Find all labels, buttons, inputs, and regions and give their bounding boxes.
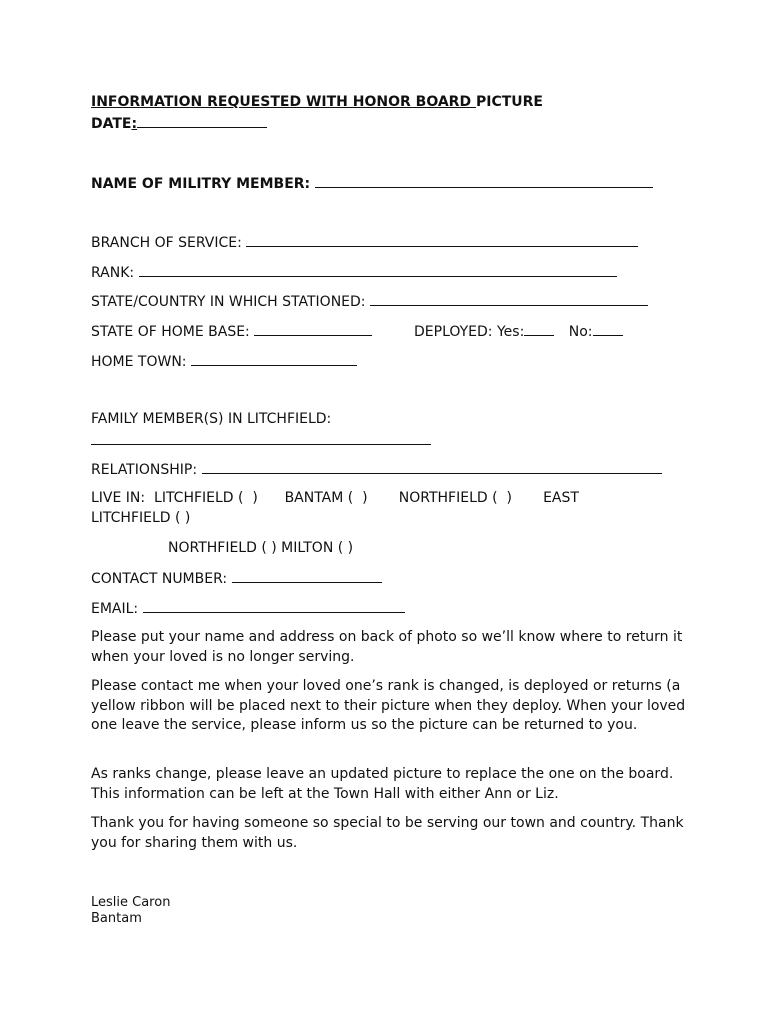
deployed-no-blank[interactable]	[593, 321, 623, 336]
relationship-label: RELATIONSHIP:	[91, 462, 198, 478]
live-in-line2: LITCHFIELD ( )	[91, 510, 191, 526]
date-row	[91, 113, 267, 134]
signature-place: Bantam	[91, 911, 142, 926]
member-name-blank[interactable]	[315, 173, 653, 188]
member-name-label: NAME OF MILITRY MEMBER:	[91, 176, 311, 192]
contact-blank[interactable]	[232, 568, 382, 583]
email-label: EMAIL:	[91, 601, 139, 617]
branch-blank[interactable]	[246, 232, 638, 247]
home-town-blank[interactable]	[191, 351, 357, 366]
stationed-row	[91, 291, 648, 312]
form-title-rest: PICTURE	[475, 94, 543, 110]
deployed-yes-blank[interactable]	[524, 321, 554, 336]
home-town-row	[91, 351, 357, 372]
rank-row	[91, 262, 617, 283]
home-base-row	[91, 321, 372, 342]
date-blank[interactable]	[137, 113, 267, 128]
date-label: DATE	[91, 116, 132, 132]
deployed-row	[414, 321, 623, 342]
deployed-no-label: No:	[568, 324, 593, 340]
rank-blank[interactable]	[139, 262, 617, 277]
family-blank[interactable]	[91, 430, 431, 445]
branch-label: BRANCH OF SERVICE:	[91, 235, 242, 251]
rank-label: RANK:	[91, 265, 135, 281]
home-base-label: STATE OF HOME BASE:	[91, 324, 250, 340]
live-in-line1: LIVE IN: LITCHFIELD ( ) BANTAM ( ) NORTHFIELD ( ) EAST	[91, 490, 579, 506]
family-row	[91, 410, 331, 429]
email-row	[91, 598, 405, 619]
family-label: FAMILY MEMBER(S) IN LITCHFIELD:	[91, 411, 332, 427]
home-town-label: HOME TOWN:	[91, 354, 187, 370]
contact-label: CONTACT NUMBER:	[91, 571, 228, 587]
home-base-blank[interactable]	[254, 321, 372, 336]
form-title	[91, 93, 543, 112]
stationed-blank[interactable]	[370, 291, 648, 306]
form-title-underlined: INFORMATION REQUESTED WITH HONOR BOARD	[91, 94, 476, 110]
signature-name: Leslie Caron	[91, 895, 171, 910]
deployed-yes-label: DEPLOYED: Yes:	[414, 324, 525, 340]
email-blank[interactable]	[143, 598, 405, 613]
family-blank-row	[91, 430, 431, 451]
contact-row	[91, 568, 382, 589]
paragraph-thank-you: Thank you for having someone so special to be serving our town and country. Thank you for sharing them with us.	[91, 815, 684, 851]
date-colon: :	[131, 116, 138, 132]
stationed-label: STATE/COUNTRY IN WHICH STATIONED:	[91, 294, 366, 310]
relationship-row	[91, 459, 662, 480]
paragraph-photo-return: Please put your name and address on back of photo so we’ll know where to return it when your loved is no longer serving.	[91, 629, 683, 665]
paragraph-contact-rank: Please contact me when your loved one’s rank is changed, is deployed or returns (a yellow ribbon will be placed next to their picture when they deploy. When your loved one leave the service, please inform us so the picture can be returned to you.	[91, 678, 686, 734]
paragraph-update-picture: As ranks change, please leave an updated picture to replace the one on the board. This information can be left at the Town Hall with either Ann or Liz.	[91, 766, 674, 802]
relationship-blank[interactable]	[202, 459, 662, 474]
live-in-line3: NORTHFIELD ( ) MILTON ( )	[168, 540, 354, 556]
member-name-row	[91, 173, 653, 194]
branch-row	[91, 232, 638, 253]
